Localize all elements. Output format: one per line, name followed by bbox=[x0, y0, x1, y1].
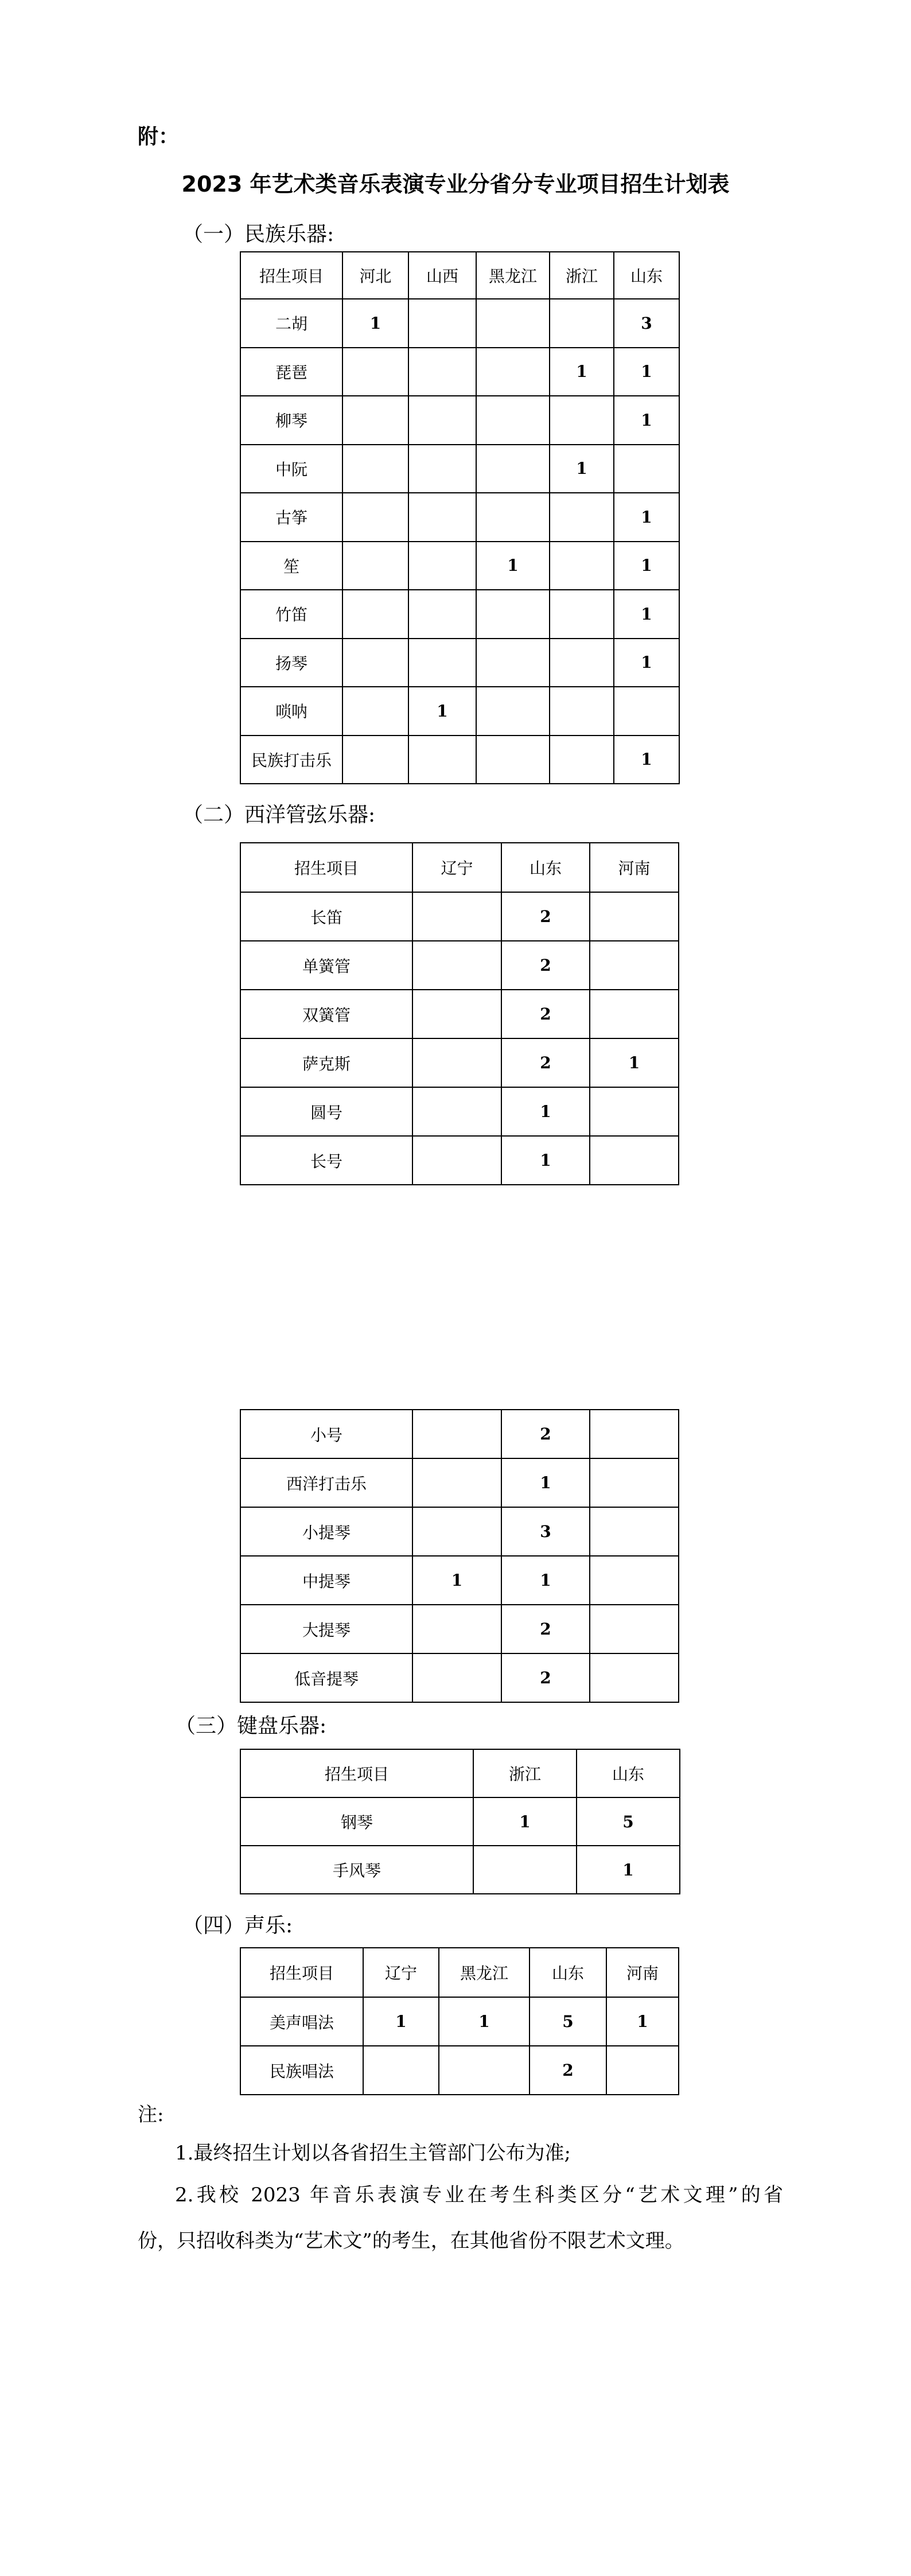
table-row bbox=[240, 1458, 679, 1507]
table-row bbox=[240, 639, 679, 687]
quota-cell: 2 bbox=[501, 892, 590, 941]
header-cell: 山东 bbox=[614, 252, 679, 299]
table-row bbox=[240, 1038, 679, 1087]
quota-cell bbox=[590, 1458, 679, 1507]
quota-cell bbox=[408, 348, 476, 396]
header-cell: 招生项目 bbox=[240, 1749, 473, 1797]
item-name-cell: 竹笛 bbox=[240, 590, 342, 639]
item-name-cell: 低音提琴 bbox=[240, 1653, 412, 1702]
quota-cell bbox=[590, 990, 679, 1038]
quota-cell bbox=[550, 639, 614, 687]
quota-cell bbox=[412, 1136, 501, 1185]
section-heading-western-orchestral: （二）西洋管弦乐器: bbox=[182, 803, 376, 827]
item-name-cell: 笙 bbox=[240, 542, 342, 590]
quota-cell bbox=[412, 941, 501, 990]
quota-cell bbox=[614, 445, 679, 493]
quota-cell bbox=[342, 590, 408, 639]
quota-cell: 1 bbox=[439, 1997, 530, 2046]
quota-cell: 2 bbox=[530, 2046, 606, 2095]
table-western-orchestral-part1 bbox=[240, 842, 679, 1185]
quota-cell bbox=[550, 493, 614, 542]
quota-cell bbox=[590, 1087, 679, 1136]
item-name-cell: 长号 bbox=[240, 1136, 412, 1185]
quota-cell bbox=[408, 639, 476, 687]
quota-cell bbox=[550, 396, 614, 445]
table-row bbox=[240, 299, 679, 348]
table-row bbox=[240, 1605, 679, 1653]
quota-cell: 1 bbox=[614, 639, 679, 687]
item-name-cell: 二胡 bbox=[240, 299, 342, 348]
item-name-cell: 古筝 bbox=[240, 493, 342, 542]
header-cell: 辽宁 bbox=[412, 843, 501, 892]
quota-cell bbox=[550, 736, 614, 784]
quota-cell: 1 bbox=[501, 1087, 590, 1136]
quota-cell: 1 bbox=[501, 1136, 590, 1185]
item-name-cell: 小号 bbox=[240, 1410, 412, 1458]
table-header-row bbox=[240, 1948, 679, 1997]
table-row bbox=[240, 1797, 680, 1846]
quota-cell bbox=[412, 1653, 501, 1702]
note-2-line-1: 2.我校 2023 年音乐表演专业在考生科类区分“艺术文理”的省 bbox=[175, 2184, 783, 2207]
item-name-cell: 唢呐 bbox=[240, 687, 342, 736]
quota-cell bbox=[408, 396, 476, 445]
quota-cell bbox=[590, 1410, 679, 1458]
table-row bbox=[240, 892, 679, 941]
item-name-cell: 大提琴 bbox=[240, 1605, 412, 1653]
quota-cell: 1 bbox=[342, 299, 408, 348]
table-western-orchestral-part2 bbox=[240, 1409, 679, 1703]
quota-cell bbox=[408, 493, 476, 542]
quota-cell bbox=[550, 542, 614, 590]
quota-cell bbox=[476, 687, 550, 736]
item-name-cell: 长笛 bbox=[240, 892, 412, 941]
item-name-cell: 柳琴 bbox=[240, 396, 342, 445]
table-row bbox=[240, 542, 679, 590]
header-cell: 山西 bbox=[408, 252, 476, 299]
quota-cell bbox=[412, 1507, 501, 1556]
table-header-row bbox=[240, 1749, 680, 1797]
quota-cell: 1 bbox=[501, 1458, 590, 1507]
header-cell: 黑龙江 bbox=[476, 252, 550, 299]
quota-cell bbox=[342, 493, 408, 542]
quota-cell bbox=[439, 2046, 530, 2095]
quota-cell: 1 bbox=[577, 1846, 680, 1894]
item-name-cell: 中提琴 bbox=[240, 1556, 412, 1605]
table-row bbox=[240, 1136, 679, 1185]
quota-cell: 2 bbox=[501, 1605, 590, 1653]
quota-cell bbox=[342, 687, 408, 736]
section-heading-vocal: （四）声乐: bbox=[182, 1914, 293, 1937]
quota-cell: 1 bbox=[590, 1038, 679, 1087]
quota-cell: 1 bbox=[408, 687, 476, 736]
item-name-cell: 民族唱法 bbox=[240, 2046, 363, 2095]
header-cell: 河南 bbox=[606, 1948, 679, 1997]
quota-cell: 1 bbox=[550, 348, 614, 396]
quota-cell bbox=[476, 348, 550, 396]
table-row bbox=[240, 1556, 679, 1605]
header-cell: 浙江 bbox=[550, 252, 614, 299]
quota-cell: 3 bbox=[501, 1507, 590, 1556]
quota-cell bbox=[408, 445, 476, 493]
quota-cell: 1 bbox=[614, 396, 679, 445]
item-name-cell: 琵琶 bbox=[240, 348, 342, 396]
header-cell: 河北 bbox=[342, 252, 408, 299]
quota-cell: 1 bbox=[550, 445, 614, 493]
quota-cell: 1 bbox=[606, 1997, 679, 2046]
section-heading-keyboard: （三）键盘乐器: bbox=[175, 1714, 327, 1738]
quota-cell bbox=[412, 892, 501, 941]
item-name-cell: 扬琴 bbox=[240, 639, 342, 687]
quota-cell bbox=[408, 590, 476, 639]
item-name-cell: 萨克斯 bbox=[240, 1038, 412, 1087]
quota-cell bbox=[476, 396, 550, 445]
item-name-cell: 中阮 bbox=[240, 445, 342, 493]
quota-cell: 5 bbox=[577, 1797, 680, 1846]
quota-cell bbox=[590, 1556, 679, 1605]
item-name-cell: 美声唱法 bbox=[240, 1997, 363, 2046]
quota-cell: 1 bbox=[614, 493, 679, 542]
quota-cell bbox=[476, 493, 550, 542]
quota-cell bbox=[473, 1846, 577, 1894]
table-row bbox=[240, 990, 679, 1038]
quota-cell bbox=[476, 299, 550, 348]
appendix-label: 附： bbox=[138, 125, 180, 149]
table-row bbox=[240, 590, 679, 639]
quota-cell: 1 bbox=[363, 1997, 439, 2046]
quota-cell bbox=[342, 542, 408, 590]
item-name-cell: 小提琴 bbox=[240, 1507, 412, 1556]
table-row bbox=[240, 493, 679, 542]
document-title: 2023 年艺术类音乐表演专业分省分专业项目招生计划表 bbox=[181, 172, 730, 197]
quota-cell: 1 bbox=[614, 736, 679, 784]
header-cell: 黑龙江 bbox=[439, 1948, 530, 1997]
note-1: 1.最终招生计划以各省招生主管部门公布为准; bbox=[175, 2142, 571, 2165]
quota-cell: 3 bbox=[614, 299, 679, 348]
table-row bbox=[240, 1087, 679, 1136]
header-cell: 招生项目 bbox=[240, 843, 412, 892]
item-name-cell: 手风琴 bbox=[240, 1846, 473, 1894]
quota-cell bbox=[590, 1136, 679, 1185]
quota-cell bbox=[476, 736, 550, 784]
quota-cell: 2 bbox=[501, 1410, 590, 1458]
table-row bbox=[240, 687, 679, 736]
table-row bbox=[240, 396, 679, 445]
quota-cell bbox=[342, 445, 408, 493]
quota-cell bbox=[342, 639, 408, 687]
quota-cell bbox=[412, 1038, 501, 1087]
quota-cell bbox=[590, 941, 679, 990]
table-vocal bbox=[240, 1947, 679, 2095]
header-cell: 山东 bbox=[577, 1749, 680, 1797]
quota-cell bbox=[550, 299, 614, 348]
quota-cell: 2 bbox=[501, 1038, 590, 1087]
header-cell: 河南 bbox=[590, 843, 679, 892]
table-row bbox=[240, 1997, 679, 2046]
table-folk-instruments bbox=[240, 251, 680, 784]
quota-cell: 1 bbox=[412, 1556, 501, 1605]
header-cell: 招生项目 bbox=[240, 252, 342, 299]
quota-cell bbox=[412, 1410, 501, 1458]
header-cell: 山东 bbox=[530, 1948, 606, 1997]
header-cell: 招生项目 bbox=[240, 1948, 363, 1997]
table-row bbox=[240, 348, 679, 396]
quota-cell: 2 bbox=[501, 1653, 590, 1702]
table-row bbox=[240, 1410, 679, 1458]
header-cell: 山东 bbox=[501, 843, 590, 892]
table-row bbox=[240, 1507, 679, 1556]
quota-cell bbox=[476, 639, 550, 687]
quota-cell: 1 bbox=[614, 348, 679, 396]
quota-cell bbox=[412, 1458, 501, 1507]
quota-cell bbox=[342, 348, 408, 396]
quota-cell bbox=[412, 1605, 501, 1653]
quota-cell: 2 bbox=[501, 941, 590, 990]
quota-cell bbox=[550, 687, 614, 736]
quota-cell bbox=[412, 990, 501, 1038]
table-row bbox=[240, 445, 679, 493]
table-keyboard bbox=[240, 1749, 680, 1894]
quota-cell bbox=[408, 736, 476, 784]
quota-cell: 1 bbox=[473, 1797, 577, 1846]
quota-cell bbox=[412, 1087, 501, 1136]
quota-cell bbox=[550, 590, 614, 639]
header-cell: 辽宁 bbox=[363, 1948, 439, 1997]
quota-cell bbox=[614, 687, 679, 736]
quota-cell bbox=[590, 1653, 679, 1702]
table-row bbox=[240, 1653, 679, 1702]
quota-cell bbox=[363, 2046, 439, 2095]
quota-cell bbox=[342, 736, 408, 784]
quota-cell bbox=[408, 542, 476, 590]
item-name-cell: 钢琴 bbox=[240, 1797, 473, 1846]
quota-cell bbox=[476, 445, 550, 493]
item-name-cell: 圆号 bbox=[240, 1087, 412, 1136]
quota-cell: 1 bbox=[614, 542, 679, 590]
quota-cell: 5 bbox=[530, 1997, 606, 2046]
quota-cell bbox=[342, 396, 408, 445]
item-name-cell: 西洋打击乐 bbox=[240, 1458, 412, 1507]
quota-cell bbox=[590, 1605, 679, 1653]
quota-cell bbox=[408, 299, 476, 348]
table-header-row bbox=[240, 252, 679, 299]
table-row bbox=[240, 1846, 680, 1894]
table-row bbox=[240, 736, 679, 784]
quota-cell: 1 bbox=[501, 1556, 590, 1605]
header-cell: 浙江 bbox=[473, 1749, 577, 1797]
table-header-row bbox=[240, 843, 679, 892]
notes-label: 注: bbox=[138, 2103, 164, 2126]
table-row bbox=[240, 941, 679, 990]
quota-cell: 1 bbox=[614, 590, 679, 639]
note-2-line-2: 份，只招收科类为“艺术文”的考生，在其他省份不限艺术文理。 bbox=[138, 2229, 684, 2252]
quota-cell: 2 bbox=[501, 990, 590, 1038]
quota-cell bbox=[590, 1507, 679, 1556]
quota-cell bbox=[606, 2046, 679, 2095]
quota-cell: 1 bbox=[476, 542, 550, 590]
quota-cell bbox=[590, 892, 679, 941]
quota-cell bbox=[476, 590, 550, 639]
table-row bbox=[240, 2046, 679, 2095]
item-name-cell: 单簧管 bbox=[240, 941, 412, 990]
item-name-cell: 民族打击乐 bbox=[240, 736, 342, 784]
item-name-cell: 双簧管 bbox=[240, 990, 412, 1038]
section-heading-folk-instruments: （一）民族乐器: bbox=[182, 223, 334, 246]
